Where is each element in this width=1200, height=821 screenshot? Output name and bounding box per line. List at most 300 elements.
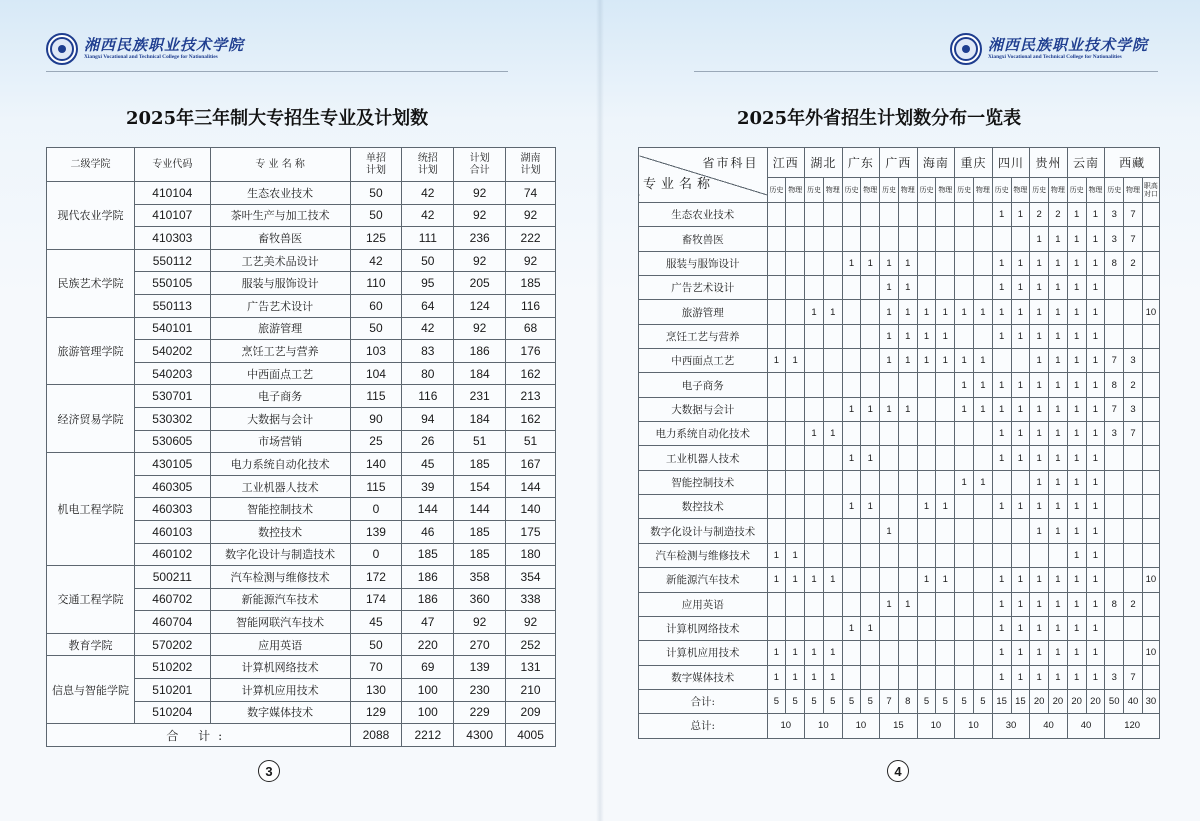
plan-count-cell [805,373,824,397]
single-plan-cell: 172 [350,566,402,589]
plan-count-cell: 2 [1049,203,1068,227]
hunan-plan-cell: 209 [506,701,556,724]
plan-count-cell: 1 [786,568,805,592]
plan-count-cell: 1 [898,349,917,373]
plan-count-cell: 8 [1105,373,1124,397]
major-code-cell: 550105 [134,272,210,295]
plan-count-cell [1124,641,1143,665]
single-plan-cell: 103 [350,340,402,363]
hunan-plan-cell: 74 [506,182,556,205]
plan-count-cell: 1 [805,300,824,324]
plan-count-cell: 1 [1030,592,1049,616]
plan-count-cell [767,422,786,446]
school-header [950,33,1148,65]
plan-count-cell [861,300,880,324]
plan-count-cell: 1 [955,373,974,397]
province-header: 贵州 [1030,148,1068,178]
plan-count-cell [861,422,880,446]
plan-count-cell [1142,203,1159,227]
subject-header: 物理 [1011,178,1030,203]
plan-count-cell [805,592,824,616]
total-plan-cell: 92 [454,317,506,340]
plan-count-cell [1030,543,1049,567]
plan-count-cell: 1 [1086,446,1105,470]
plan-count-cell: 1 [1049,519,1068,543]
plan-count-cell [767,446,786,470]
plan-count-cell [842,276,861,300]
plan-count-cell [805,495,824,519]
table-row [639,519,1160,543]
single-plan-cell: 50 [350,317,402,340]
plan-count-cell: 1 [823,665,842,689]
plan-count-cell: 1 [1067,397,1086,421]
plan-count-cell: 1 [805,641,824,665]
plan-count-cell: 1 [1030,276,1049,300]
plan-count-cell [805,227,824,251]
plan-count-cell [1105,616,1124,640]
hunan-plan-cell: 185 [506,272,556,295]
plan-count-cell [1142,616,1159,640]
column-header: 专 业 名 称 [210,148,350,182]
corner-header-cell [639,148,768,203]
major-code-cell: 410104 [134,182,210,205]
hunan-plan-cell: 92 [506,249,556,272]
grand-total-label: 总计: [639,714,768,738]
plan-count-cell [917,251,936,275]
major-code-cell: 460103 [134,520,210,543]
major-name-cell: 应用英语 [639,592,768,616]
major-code-cell: 540202 [134,340,210,363]
plan-count-cell: 1 [880,251,899,275]
plan-count-cell: 1 [1086,324,1105,348]
page-number: 3 [258,760,280,782]
unified-plan-cell: 186 [402,588,454,611]
plan-count-cell: 1 [842,616,861,640]
plan-count-cell [880,616,899,640]
plan-count-cell [861,324,880,348]
hunan-plan-cell: 338 [506,588,556,611]
major-name-cell: 畜牧兽医 [639,227,768,251]
plan-count-cell: 1 [917,324,936,348]
hunan-plan-cell: 162 [506,362,556,385]
plan-count-cell: 1 [842,495,861,519]
corner-top-label: 省市科目 [702,156,759,170]
plan-count-cell [936,422,955,446]
plan-count-cell: 1 [936,324,955,348]
hunan-plan-cell: 144 [506,475,556,498]
plan-count-cell [786,324,805,348]
major-name-cell: 广告艺术设计 [210,294,350,317]
major-name-cell: 工业机器人技术 [639,446,768,470]
plan-count-cell: 10 [1142,641,1159,665]
plan-count-cell [861,641,880,665]
plan-count-cell [955,446,974,470]
major-code-cell: 410107 [134,204,210,227]
plan-count-cell [767,592,786,616]
plan-count-cell: 7 [1105,349,1124,373]
major-name-cell: 大数据与会计 [639,397,768,421]
major-name-cell: 计算机网络技术 [639,616,768,640]
unified-plan-cell: 45 [402,453,454,476]
grand-total-cell: 15 [880,714,918,738]
major-name-cell: 中西面点工艺 [639,349,768,373]
plan-count-cell: 1 [917,300,936,324]
plan-count-cell [823,543,842,567]
plan-count-cell: 1 [1086,592,1105,616]
plan-count-cell [842,422,861,446]
plan-count-cell [842,665,861,689]
province-header: 四川 [992,148,1030,178]
plan-count-cell [880,446,899,470]
major-name-cell: 工业机器人技术 [210,475,350,498]
page-number: 4 [887,760,909,782]
major-name-cell: 数控技术 [210,520,350,543]
hunan-plan-cell: 162 [506,407,556,430]
plan-count-cell [973,616,992,640]
plan-count-cell [1124,300,1143,324]
plan-count-cell: 1 [1086,568,1105,592]
plan-count-cell [767,227,786,251]
plan-count-cell [973,251,992,275]
major-code-cell: 530605 [134,430,210,453]
subject-header: 历史 [955,178,974,203]
single-plan-cell: 50 [350,182,402,205]
plan-count-cell [917,616,936,640]
college-name-cell: 经济贸易学院 [47,385,135,453]
plan-count-cell: 1 [1030,446,1049,470]
total-plan-cell: 154 [454,475,506,498]
plan-count-cell [767,324,786,348]
plan-count-cell: 1 [973,470,992,494]
unified-plan-cell: 100 [402,679,454,702]
subject-header: 历史 [880,178,899,203]
plan-count-cell [917,641,936,665]
plan-count-cell: 1 [1067,300,1086,324]
page-title: 2025年三年制大专招生专业及计划数 [126,108,429,129]
grand-total-row [639,714,1160,738]
hunan-plan-cell: 175 [506,520,556,543]
plan-count-cell [1011,470,1030,494]
subject-header: 历史 [805,178,824,203]
plan-count-cell: 1 [805,422,824,446]
plan-count-cell: 1 [1049,568,1068,592]
plan-count-cell [1142,543,1159,567]
table-row [639,227,1160,251]
plan-count-cell [805,543,824,567]
plan-count-cell [880,422,899,446]
plan-count-cell [823,446,842,470]
plan-count-cell: 1 [823,300,842,324]
grand-total-cell: 40 [1030,714,1068,738]
plan-count-cell [786,495,805,519]
plan-count-cell: 1 [1067,568,1086,592]
plan-count-cell [1105,641,1124,665]
column-header: 二级学院 [47,148,135,182]
plan-count-cell [1105,519,1124,543]
major-code-cell: 460305 [134,475,210,498]
plan-count-cell: 1 [992,373,1011,397]
plan-count-cell: 1 [1011,373,1030,397]
plan-count-cell: 1 [1030,568,1049,592]
total-plan-cell: 236 [454,227,506,250]
table-row [639,568,1160,592]
plan-count-cell [955,592,974,616]
major-code-cell: 460303 [134,498,210,521]
plan-count-cell: 1 [1049,641,1068,665]
plan-count-cell [898,495,917,519]
plan-count-cell [917,470,936,494]
subject-header: 物理 [823,178,842,203]
plan-count-cell [1142,470,1159,494]
plan-count-cell [917,422,936,446]
column-header: 单招 计划 [350,148,402,182]
table-row [47,385,556,408]
subject-header: 历史 [1067,178,1086,203]
major-name-cell: 计算机应用技术 [639,641,768,665]
school-name-cn: 湘西民族职业技术学院 [988,36,1149,54]
plan-count-cell: 1 [767,665,786,689]
unified-plan-cell: 50 [402,249,454,272]
school-name-cn: 湘西民族职业技术学院 [84,36,245,54]
subtotal-cell: 20 [1030,689,1049,713]
plan-count-cell [1142,324,1159,348]
plan-count-cell [973,324,992,348]
table-row [47,633,556,656]
unified-plan-cell: 64 [402,294,454,317]
plan-count-cell [1105,276,1124,300]
subject-header: 职高对口 [1142,178,1159,203]
grand-total-cell: 120 [1105,714,1160,738]
major-code-cell: 460702 [134,588,210,611]
plan-count-cell: 1 [1067,641,1086,665]
table-row [639,397,1160,421]
plan-count-cell [1142,276,1159,300]
table-row [639,251,1160,275]
plan-count-cell: 1 [1030,616,1049,640]
plan-count-cell: 7 [1124,203,1143,227]
plan-count-cell [861,470,880,494]
plan-count-cell [842,324,861,348]
table-row [639,495,1160,519]
plan-count-cell [842,349,861,373]
plan-count-cell: 1 [1067,616,1086,640]
subtotal-cell: 5 [823,689,842,713]
plan-count-cell [861,349,880,373]
plan-count-cell [823,616,842,640]
plan-count-cell [823,349,842,373]
plan-count-cell [1105,543,1124,567]
single-plan-cell: 125 [350,227,402,250]
plan-count-cell: 1 [1030,324,1049,348]
plan-count-cell [767,616,786,640]
plan-count-cell [898,227,917,251]
plan-count-cell: 1 [1011,251,1030,275]
plan-count-cell [936,446,955,470]
book-spine [596,0,604,821]
plan-count-cell [1124,446,1143,470]
plan-count-cell [842,227,861,251]
plan-count-cell [880,568,899,592]
school-logo-icon [46,33,78,65]
plan-count-cell: 1 [1049,397,1068,421]
plan-count-cell: 1 [1049,300,1068,324]
plan-count-cell: 1 [1049,592,1068,616]
plan-count-cell [1142,227,1159,251]
plan-count-cell [1124,616,1143,640]
table-row [639,373,1160,397]
unified-plan-cell: 94 [402,407,454,430]
plan-count-cell [898,543,917,567]
plan-count-cell: 1 [1011,300,1030,324]
plan-count-cell [786,470,805,494]
unified-plan-cell: 116 [402,385,454,408]
plan-count-cell [823,470,842,494]
plan-count-cell [805,349,824,373]
plan-count-cell: 1 [1011,495,1030,519]
plan-count-cell [1011,227,1030,251]
plan-count-cell: 1 [1086,227,1105,251]
major-name-cell: 生态农业技术 [210,182,350,205]
unified-plan-cell: 26 [402,430,454,453]
plan-count-cell [805,203,824,227]
plan-count-cell: 1 [842,446,861,470]
plan-count-cell: 1 [786,349,805,373]
plan-count-cell [786,616,805,640]
total-plan-cell: 92 [454,611,506,634]
plan-count-cell: 1 [1086,300,1105,324]
subtotal-cell: 5 [973,689,992,713]
plan-count-cell [767,495,786,519]
plan-count-cell [936,665,955,689]
subtotal-cell: 15 [992,689,1011,713]
plan-count-cell: 1 [786,641,805,665]
major-name-cell: 智能控制技术 [639,470,768,494]
plan-count-cell [1142,446,1159,470]
single-plan-cell: 50 [350,633,402,656]
plan-count-cell [786,446,805,470]
plan-count-cell: 1 [1011,276,1030,300]
total-plan-cell: 229 [454,701,506,724]
plan-count-cell: 1 [1030,397,1049,421]
major-name-cell: 电子商务 [639,373,768,397]
subject-header: 物理 [898,178,917,203]
college-name-cell: 机电工程学院 [47,453,135,566]
plan-count-cell [936,276,955,300]
plan-count-cell [1124,276,1143,300]
plan-count-cell: 1 [992,203,1011,227]
major-code-cell: 410303 [134,227,210,250]
plan-count-cell [842,470,861,494]
hunan-plan-cell: 140 [506,498,556,521]
major-name-cell: 智能控制技术 [210,498,350,521]
plan-count-cell: 1 [1086,665,1105,689]
province-header: 广东 [842,148,880,178]
total-plan-cell: 139 [454,656,506,679]
total-row [47,724,556,747]
plan-count-cell: 1 [936,300,955,324]
major-name-cell: 智能网联汽车技术 [210,611,350,634]
plan-count-cell [861,227,880,251]
plan-count-cell [955,568,974,592]
plan-count-cell: 1 [955,397,974,421]
plan-count-cell [973,665,992,689]
total-plan-cell: 186 [454,340,506,363]
plan-count-cell [823,276,842,300]
plan-count-cell [898,519,917,543]
plan-count-cell [767,373,786,397]
plan-count-cell [936,227,955,251]
total-plan-cell: 185 [454,543,506,566]
total-plan-cell: 185 [454,520,506,543]
major-name-cell: 电子商务 [210,385,350,408]
hunan-plan-cell: 354 [506,566,556,589]
plan-count-cell: 1 [1030,349,1049,373]
plan-count-cell: 1 [786,543,805,567]
plan-count-cell: 1 [880,276,899,300]
plan-count-cell [786,203,805,227]
plan-count-cell [767,397,786,421]
plan-count-cell: 2 [1030,203,1049,227]
plan-count-cell [842,543,861,567]
total-plan-cell: 205 [454,272,506,295]
plan-count-cell [786,227,805,251]
plan-count-cell: 1 [842,251,861,275]
plan-count-cell: 1 [1049,227,1068,251]
plan-count-cell [1105,446,1124,470]
plan-count-cell: 1 [1030,641,1049,665]
plan-count-cell: 10 [1142,300,1159,324]
subtotal-cell: 5 [936,689,955,713]
plan-count-cell: 1 [880,592,899,616]
major-name-cell: 畜牧兽医 [210,227,350,250]
total-plan-cell: 231 [454,385,506,408]
plan-count-cell: 1 [992,422,1011,446]
plan-count-cell: 7 [1124,227,1143,251]
plan-count-cell: 1 [1086,349,1105,373]
table-row [639,422,1160,446]
corner-bottom-label: 专业名称 [643,177,716,192]
plan-count-cell [1105,568,1124,592]
plan-count-cell [823,592,842,616]
plan-count-cell: 2 [1124,251,1143,275]
single-plan-cell: 140 [350,453,402,476]
grand-total-cell: 10 [917,714,955,738]
major-code-cell: 460704 [134,611,210,634]
plan-count-cell: 1 [805,665,824,689]
plan-count-cell [1142,422,1159,446]
major-name-cell: 电力系统自动化技术 [210,453,350,476]
subtotal-cell: 5 [861,689,880,713]
plan-count-cell: 1 [1011,324,1030,348]
unified-plan-cell: 83 [402,340,454,363]
total-value-cell: 2212 [402,724,454,747]
plan-count-cell [842,203,861,227]
hunan-plan-cell: 92 [506,204,556,227]
subtotal-cell: 50 [1105,689,1124,713]
plan-count-cell [1142,519,1159,543]
plan-count-cell [1142,373,1159,397]
hunan-plan-cell: 68 [506,317,556,340]
plan-count-cell: 1 [767,349,786,373]
subtotal-cell: 5 [955,689,974,713]
grand-total-cell: 10 [805,714,843,738]
major-name-cell: 旅游管理 [210,317,350,340]
subtotal-cell: 5 [767,689,786,713]
plan-count-cell [1011,519,1030,543]
hunan-plan-cell: 222 [506,227,556,250]
plan-count-cell [898,422,917,446]
hunan-plan-cell: 210 [506,679,556,702]
